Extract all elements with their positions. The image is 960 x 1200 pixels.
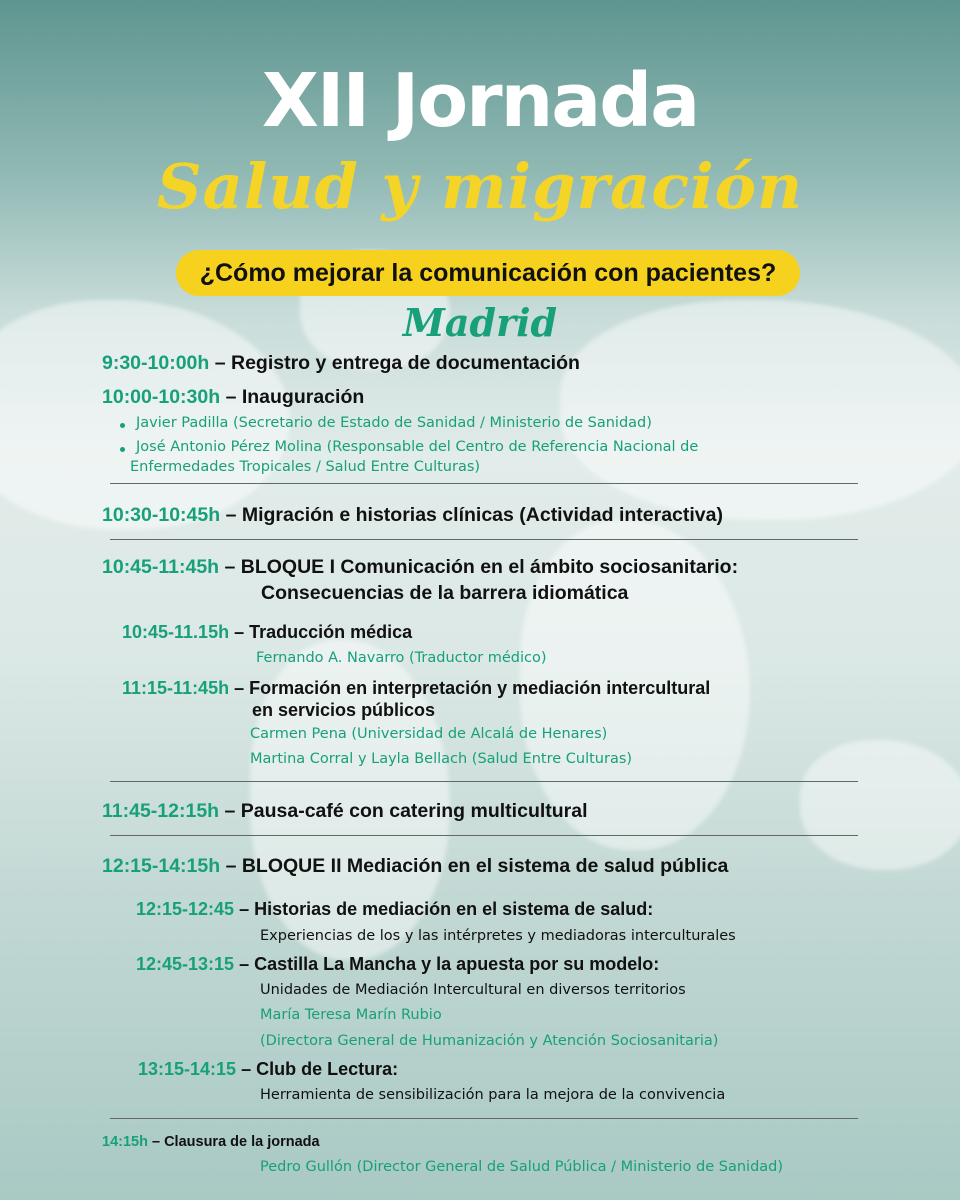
item-time: 10:30-10:45h: [102, 504, 221, 526]
item-registro: [102, 352, 580, 375]
question-banner: ¿Cómo mejorar la comunicación con pacientes?: [176, 250, 800, 296]
speaker-marin-rubio-role: (Directora General de Humanización y Atención Sociosanitaria): [260, 1033, 719, 1049]
item-bloque1-title-cont: Consecuencias de la barrera idiomática: [261, 582, 629, 604]
bullet-icon: [120, 447, 125, 452]
speaker-navarro: Fernando A. Navarro (Traductor médico): [256, 650, 547, 666]
speaker-padilla: Javier Padilla (Secretario de Estado de Sanidad / Ministerio de Sanidad): [136, 415, 652, 431]
map-australia: [800, 740, 960, 870]
speaker-perez-molina-cont: Enfermedades Tropicales / Salud Entre Culturas): [130, 459, 481, 475]
session-club-lectura-desc: Herramienta de sensibilización para la mejora de la convivencia: [260, 1087, 726, 1103]
session-time: 10:45-11.15h: [122, 622, 230, 642]
session-historias: [136, 899, 653, 920]
item-title: – Migración e historias clínicas (Actividad interactiva): [225, 504, 723, 526]
session-club-lectura: [138, 1059, 398, 1080]
session-title: – Club de Lectura:: [241, 1059, 399, 1079]
item-title: – Registro y entrega de documentación: [214, 352, 580, 374]
session-formacion: [122, 678, 710, 699]
divider: [110, 781, 858, 782]
session-time: 13:15-14:15: [138, 1059, 237, 1079]
item-inauguracion: [102, 386, 364, 409]
item-time: 11:45-12:15h: [102, 800, 220, 822]
speaker-marin-rubio: María Teresa Marín Rubio: [260, 1007, 442, 1023]
speaker-perez-molina: José Antonio Pérez Molina (Responsable del Centro de Referencia Nacional de: [136, 439, 699, 455]
item-bloque2: [102, 855, 728, 878]
speaker-pena: Carmen Pena (Universidad de Alcalá de Henares): [250, 726, 608, 742]
session-time: 12:45-13:15: [136, 954, 235, 974]
session-title: – Formación en interpretación y mediación intercultural: [234, 678, 711, 698]
session-title: – Historias de mediación en el sistema de salud:: [239, 899, 654, 919]
event-city: Madrid: [402, 300, 558, 345]
session-castilla: [136, 954, 659, 975]
divider: [110, 835, 858, 836]
session-traduccion: [122, 622, 412, 643]
item-migracion: [102, 504, 723, 527]
speaker-gullon: Pedro Gullón (Director General de Salud Pública / Ministerio de Sanidad): [260, 1159, 784, 1175]
session-time: 11:15-11:45h: [122, 678, 230, 698]
divider: [110, 539, 858, 540]
session-title: – Traducción médica: [234, 622, 413, 642]
item-title: – BLOQUE II Mediación en el sistema de salud pública: [225, 855, 729, 877]
item-bloque1: [102, 556, 738, 579]
item-title: – Pausa-café con catering multicultural: [224, 800, 588, 822]
item-pausa: [102, 800, 588, 823]
item-title: – Clausura de la jornada: [151, 1134, 320, 1150]
item-time: 9:30-10:00h: [102, 352, 210, 374]
event-title: XII Jornada: [261, 58, 699, 144]
divider: [110, 1118, 858, 1119]
session-title: – Castilla La Mancha y la apuesta por su modelo:: [239, 954, 660, 974]
item-clausura: [102, 1134, 320, 1150]
session-historias-desc: Experiencias de los y las intérpretes y mediadoras interculturales: [260, 928, 736, 944]
item-title: – BLOQUE I Comunicación en el ámbito sociosanitario:: [224, 556, 739, 578]
divider: [110, 483, 858, 484]
item-title: – Inauguración: [225, 386, 365, 408]
session-formacion-cont: en servicios públicos: [252, 700, 436, 720]
item-time: 12:15-14:15h: [102, 855, 221, 877]
event-subtitle: Salud y migración: [156, 150, 804, 223]
item-time: 14:15h: [102, 1134, 148, 1150]
bullet-icon: [120, 423, 125, 428]
speaker-corral-bellach: Martina Corral y Layla Bellach (Salud Entre Culturas): [250, 751, 633, 767]
item-time: 10:00-10:30h: [102, 386, 221, 408]
session-castilla-desc: Unidades de Mediación Intercultural en diversos territorios: [260, 982, 686, 998]
session-time: 12:15-12:45: [136, 899, 235, 919]
item-time: 10:45-11:45h: [102, 556, 220, 578]
